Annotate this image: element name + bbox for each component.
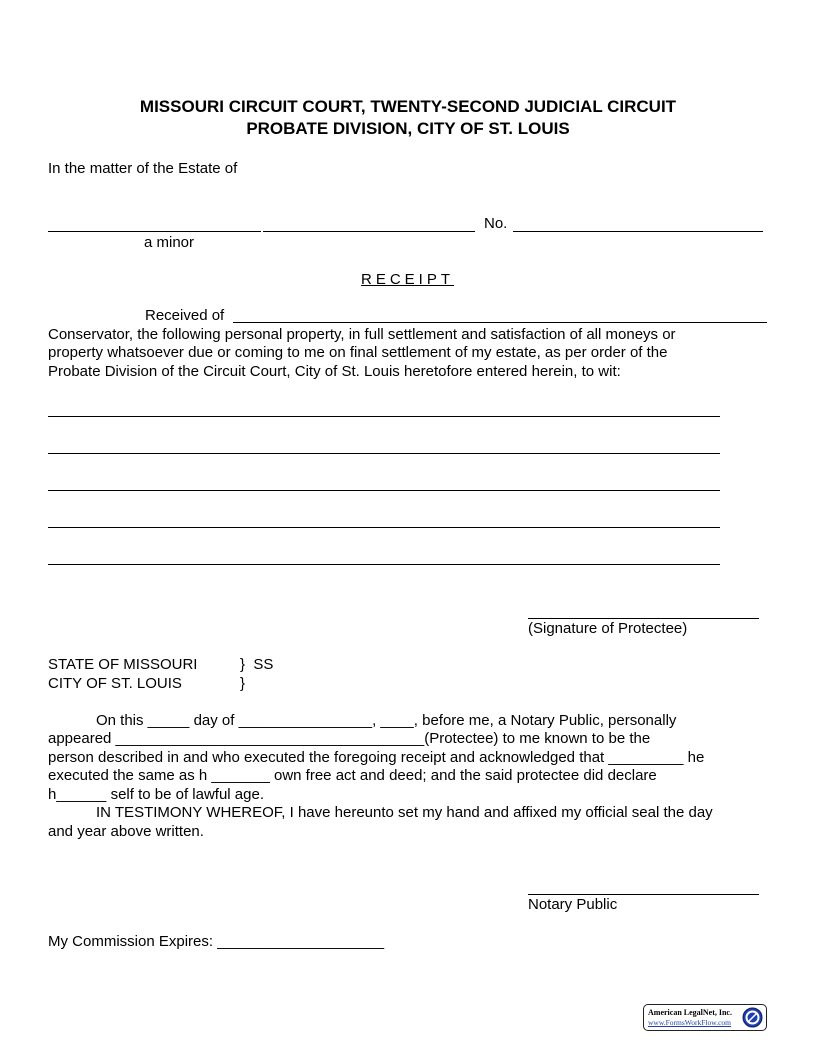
court-title: MISSOURI CIRCUIT COURT, TWENTY-SECOND JUDICIAL CIRCUIT <box>139 97 677 116</box>
logo-company-name: American LegalNet, Inc. <box>648 1008 732 1017</box>
property-line-2[interactable] <box>48 453 720 454</box>
notary-text-line-6: IN TESTIMONY WHEREOF, I have hereunto set my hand and affixed my official seal the day <box>96 804 713 821</box>
notary-text-line-3: person described in and who executed the foregoing receipt and acknowledged that _________ he <box>48 749 705 766</box>
notary-public-label: Notary Public <box>528 896 618 913</box>
minor-label: a minor <box>144 234 195 251</box>
received-of-label: Received of <box>145 307 225 324</box>
protectee-signature-label: (Signature of Protectee) <box>528 620 688 637</box>
american-legalnet-logo[interactable] <box>643 1004 767 1031</box>
notary-text-line-5: h______ self to be of lawful age. <box>48 786 264 803</box>
estate-name-line-2[interactable] <box>263 231 475 232</box>
venue-brace-ss: } SS <box>240 656 274 673</box>
venue-city: CITY OF ST. LOUIS <box>48 675 182 692</box>
estate-name-line-1[interactable] <box>48 231 261 232</box>
receipt-body-line-2: property whatsoever due or coming to me on final settlement of my estate, as per order of the <box>48 344 668 361</box>
venue-state: STATE OF MISSOURI <box>48 656 198 673</box>
estate-intro: In the matter of the Estate of <box>48 160 238 177</box>
receipt-body-line-3: Probate Division of the Circuit Court, City of St. Louis heretofore entered herein, to wit: <box>48 363 621 380</box>
property-line-4[interactable] <box>48 527 720 528</box>
property-line-5[interactable] <box>48 564 720 565</box>
case-number-label: No. <box>484 215 508 232</box>
notary-signature-line[interactable] <box>528 894 759 895</box>
globe-icon <box>742 1007 763 1028</box>
notary-text-line-4: executed the same as h _______ own free act and deed; and the said protectee did declare <box>48 767 657 784</box>
notary-text-line-1: On this _____ day of ________________, ____, before me, a Notary Public, personally <box>96 712 677 729</box>
receipt-body-line-1: Conservator, the following personal property, in full settlement and satisfaction of all moneys or <box>48 326 676 343</box>
received-of-line[interactable] <box>233 322 767 323</box>
commission-expires: My Commission Expires: ____________________ <box>48 933 385 950</box>
property-line-3[interactable] <box>48 490 720 491</box>
property-line-1[interactable] <box>48 416 720 417</box>
venue-brace: } <box>240 675 246 692</box>
notary-text-line-7: and year above written. <box>48 823 204 840</box>
notary-text-line-2: appeared _____________________________________(Protectee) to me known to be the <box>48 730 651 747</box>
receipt-title: RECEIPT <box>361 271 455 288</box>
protectee-signature-line[interactable] <box>528 618 759 619</box>
logo-url[interactable]: www.FormsWorkFlow.com <box>648 1018 732 1027</box>
case-number-line[interactable] <box>513 231 763 232</box>
court-division: PROBATE DIVISION, CITY OF ST. LOUIS <box>246 119 570 138</box>
